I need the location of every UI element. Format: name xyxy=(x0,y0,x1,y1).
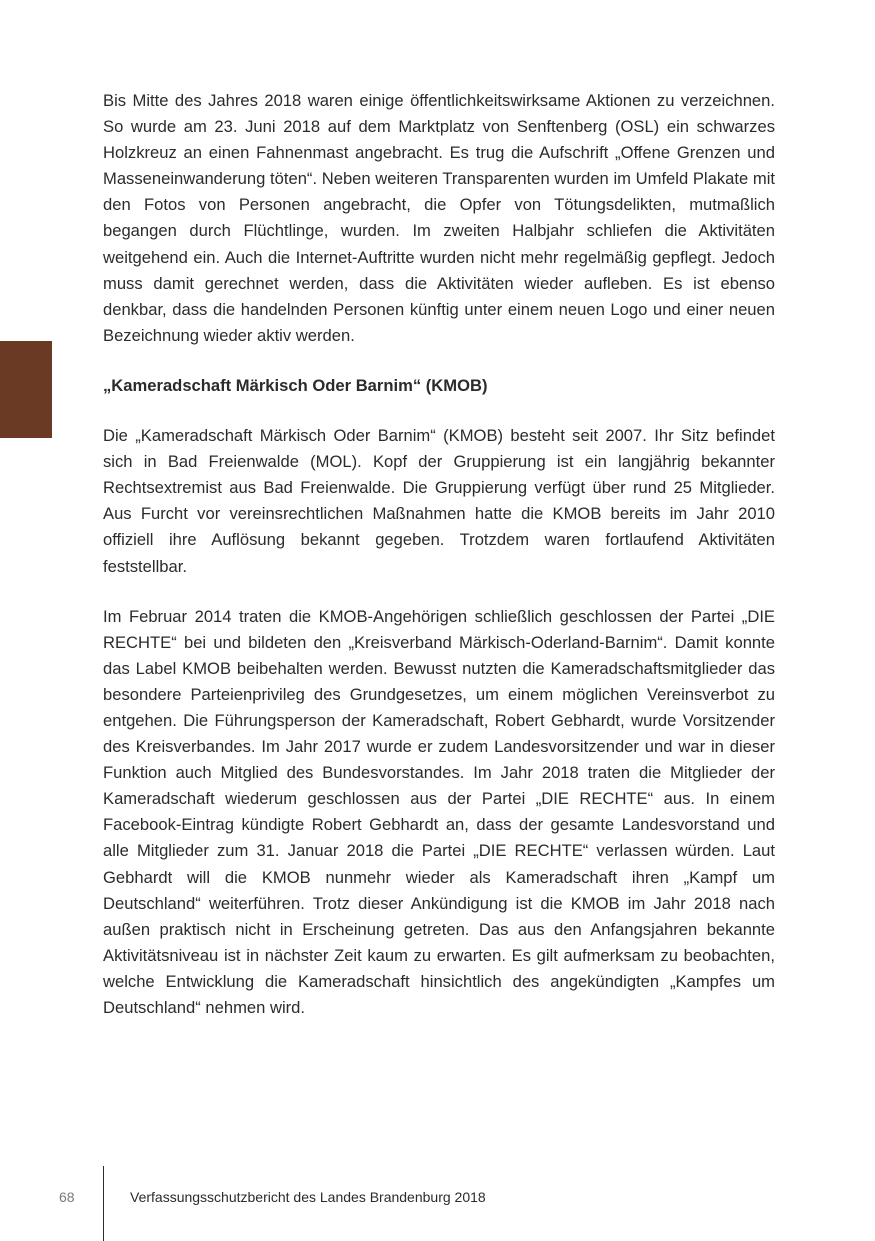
paragraph-intro: Bis Mitte des Jahres 2018 waren einige öffentlichkeitswirksame Aktionen zu verzeichnen. So wurde am 23. Juni 2018 auf dem Marktplatz von Senftenberg (OSL) ein schwarzes Holzkreuz an einen Fahnenmast angebracht. Es trug die Aufschrift „Offene Grenzen und Masseneinwanderung töten“. Neben weiteren Transparenten wurden im Umfeld Plakate mit den Fotos von Personen angebracht, die Opfer von Tötungsdelikten, mutmaßlich begangen durch Flüchtlinge, wurden. Im zweiten Halbjahr schliefen die Aktivitäten weitgehend ein. Auch die Internet-Auftritte wurden nicht mehr regelmäßig gepflegt. Jedoch muss damit gerechnet werden, dass die Aktivitäten wieder aufleben. Es ist ebenso denkbar, dass die handelnden Personen künftig unter einem neuen Logo und einer neuen Bezeichnung wieder aktiv werden. xyxy=(103,91,775,345)
section-heading: „Kameradschaft Märkisch Oder Barnim“ (KMOB) xyxy=(103,375,488,395)
chapter-tab-marker xyxy=(0,341,52,438)
footer-title: Verfassungsschutzbericht des Landes Brandenburg 2018 xyxy=(130,1189,486,1205)
paragraph-kmob-history: Im Februar 2014 traten die KMOB-Angehörigen schließlich geschlossen der Partei „DIE RECHTE“ bei und bildeten den „Kreisverband Märkisch-Oderland-Barnim“. Damit konnte das Label KMOB beibehalten werden. Bewusst nutzten die Kameradschaftsmitglieder das besondere Parteienprivileg des Grundgesetzes, um einem möglichen Vereinsverbot zu entgehen. Die Führungsperson der Kameradschaft, Robert Gebhardt, wurde Vorsitzender des Kreisverbandes. Im Jahr 2017 wurde er zudem Landesvorsitzender und war in dieser Funktion auch Mitglied des Bundesvorstandes. Im Jahr 2018 traten die Mitglieder der Kameradschaft wiederum geschlossen aus der Partei „DIE RECHTE“ aus. In einem Facebook-Eintrag kündigte Robert Gebhardt an, dass der gesamte Landesvorstand und alle Mitglieder zum 31. Januar 2018 die Partei „DIE RECHTE“ verlassen würden. Laut Gebhardt will die KMOB nunmehr wieder als Kameradschaft ihren „Kampf um Deutschland“ weiterführen. Trotz dieser Ankündigung ist die KMOB im Jahr 2018 nach außen praktisch nicht in Erscheinung getreten. Das aus den Anfangsjahren bekannte Aktivitätsniveau ist in nächster Zeit kaum zu erwarten. Es gilt aufmerksam zu beobachten, welche Entwicklung die Kameradschaft hinsichtlich des angekündigten „Kampfes um Deutschland“ nehmen wird. xyxy=(103,606,775,1017)
page-number: 68 xyxy=(59,1189,75,1205)
page-content xyxy=(103,88,775,1021)
paragraph-kmob-overview: Die „Kameradschaft Märkisch Oder Barnim“ (KMOB) besteht seit 2007. Ihr Sitz befindet sich in Bad Freienwalde (MOL). Kopf der Gruppierung ist ein langjährig bekannter Rechtsextremist aus Bad Freienwalde. Die Gruppierung verfügt über rund 25 Mitglieder. Aus Furcht vor vereinsrechtlichen Maßnahmen hatte die KMOB bereits im Jahr 2010 offiziell ihre Auflösung bekannt gegeben. Trotzdem waren fortlaufend Aktivitäten feststellbar. xyxy=(103,426,775,576)
footer-divider xyxy=(103,1166,104,1241)
